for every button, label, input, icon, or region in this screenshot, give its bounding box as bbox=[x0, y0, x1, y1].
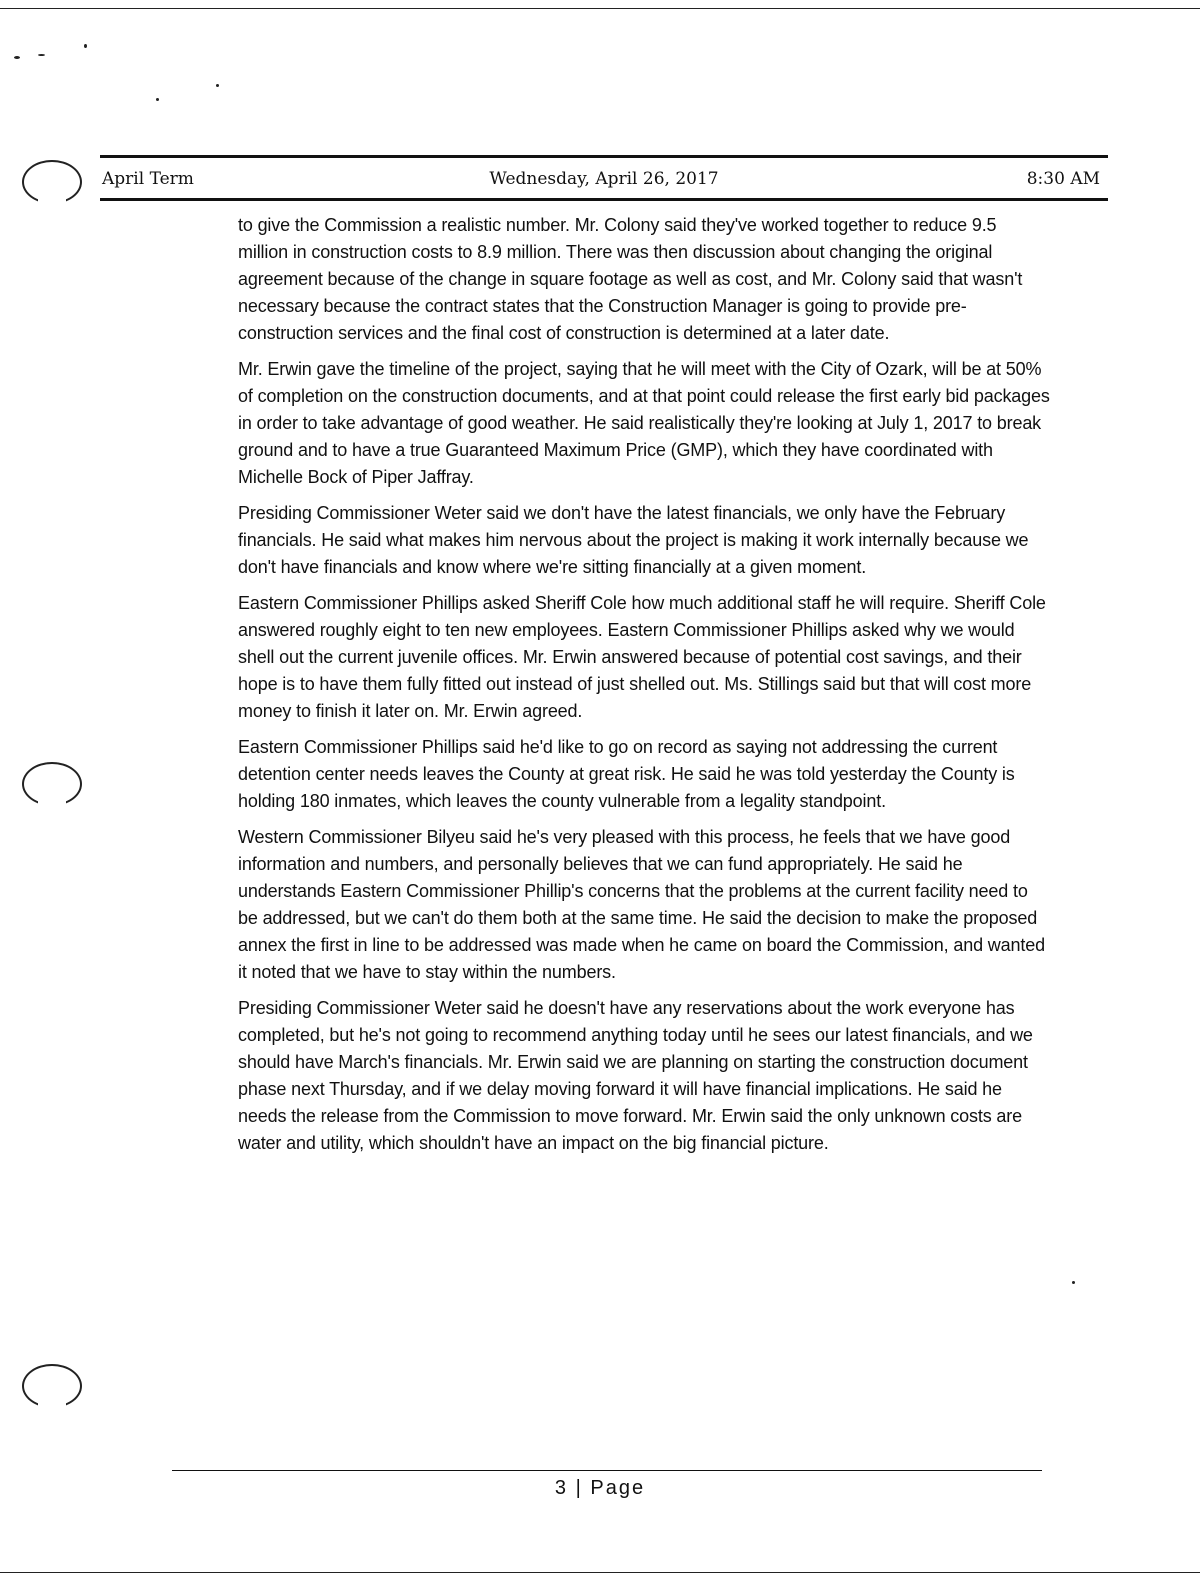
paragraph: Presiding Commissioner Weter said he doesn't have any reservations about the work everyone has completed, but he's not going to recommend anything today until he sees our latest financials, and we should have March's financials. Mr. Erwin said we are planning on starting the construction document phase next Thursday, and if we delay moving forward it will have financial implications. He said he needs the release from the Commission to move forward. Mr. Erwin said the only unknown costs are water and utility, which shouldn't have an impact on the big financial picture. bbox=[238, 998, 1033, 1153]
footer-rule bbox=[172, 1470, 1042, 1471]
scan-edge-bottom bbox=[0, 1572, 1200, 1573]
paragraph: Eastern Commissioner Phillips said he'd like to go on record as saying not addressing the current detention center needs leaves the County at great risk. He said he was told yesterday the County is holding 180 inmates, which leaves the county vulnerable from a legality standpoint. bbox=[238, 737, 1015, 811]
paragraph: Presiding Commissioner Weter said we don't have the latest financials, we only have the February financials. He said what makes him nervous about the project is making it work internally because we don't have financials and know where we're sitting financially at a given moment. bbox=[238, 503, 1029, 577]
meeting-time: 8:30 AM bbox=[1026, 169, 1100, 189]
meeting-date: Wednesday, April 26, 2017 bbox=[489, 169, 719, 189]
scan-speck bbox=[84, 44, 87, 48]
page-header bbox=[100, 155, 1108, 201]
header-rule-bottom bbox=[100, 198, 1108, 201]
paragraph: to give the Commission a realistic number. Mr. Colony said they've worked together to reduce 9.5 million in construction costs to 8.9 million. There was then discussion about changing the original agreement because of the change in square footage as well as cost, and Mr. Colony said that wasn't necessary because the contract states that the Construction Manager is going to provide pre-construction services and the final cost of construction is determined at a later date. bbox=[238, 215, 1023, 343]
scan-speck bbox=[216, 84, 219, 87]
term-label: April Term bbox=[102, 169, 194, 189]
punch-hole-middle bbox=[22, 762, 82, 806]
scan-speck bbox=[1072, 1281, 1075, 1284]
scan-speck bbox=[14, 56, 20, 59]
punch-hole-bottom bbox=[22, 1364, 82, 1408]
scan-speck bbox=[156, 98, 159, 101]
page-number: 3 | Page bbox=[554, 1477, 646, 1499]
scan-edge-top bbox=[0, 8, 1200, 9]
paragraph: Western Commissioner Bilyeu said he's very pleased with this process, he feels that we have good information and numbers, and personally believes that we can fund appropriately. He said he understands Eastern Commissioner Phillip's concerns that the problems at the current facility need to be addressed, but we can't do them both at the same time. He said the decision to make the proposed annex the first in line to be addressed was made when he came on board the Commission, and wanted it noted that we have to stay within the numbers. bbox=[238, 827, 1045, 982]
paragraph: Mr. Erwin gave the timeline of the project, saying that he will meet with the City of Ozark, will be at 50% of completion on the construction documents, and at that point could release the first early bid packages in order to take advantage of good weather. He said realistically they're looking at July 1, 2017 to break ground and to have a true Guaranteed Maximum Price (GMP), which they have coordinated with Michelle Bock of Piper Jaffray. bbox=[238, 359, 1050, 487]
minutes-body bbox=[238, 212, 1050, 1166]
header-rule-top bbox=[100, 155, 1108, 158]
paragraph: Eastern Commissioner Phillips asked Sheriff Cole how much additional staff he will require. Sheriff Cole answered roughly eight to ten new employees. Eastern Commissioner Phillips asked why we would shell out the current juvenile offices. Mr. Erwin answered because of potential cost savings, and their hope is to have them fully fitted out instead of just shelled out. Ms. Stillings said but that will cost more money to finish it later on. Mr. Erwin agreed. bbox=[238, 593, 1046, 721]
scan-speck bbox=[38, 54, 45, 56]
punch-hole-top bbox=[22, 160, 82, 204]
